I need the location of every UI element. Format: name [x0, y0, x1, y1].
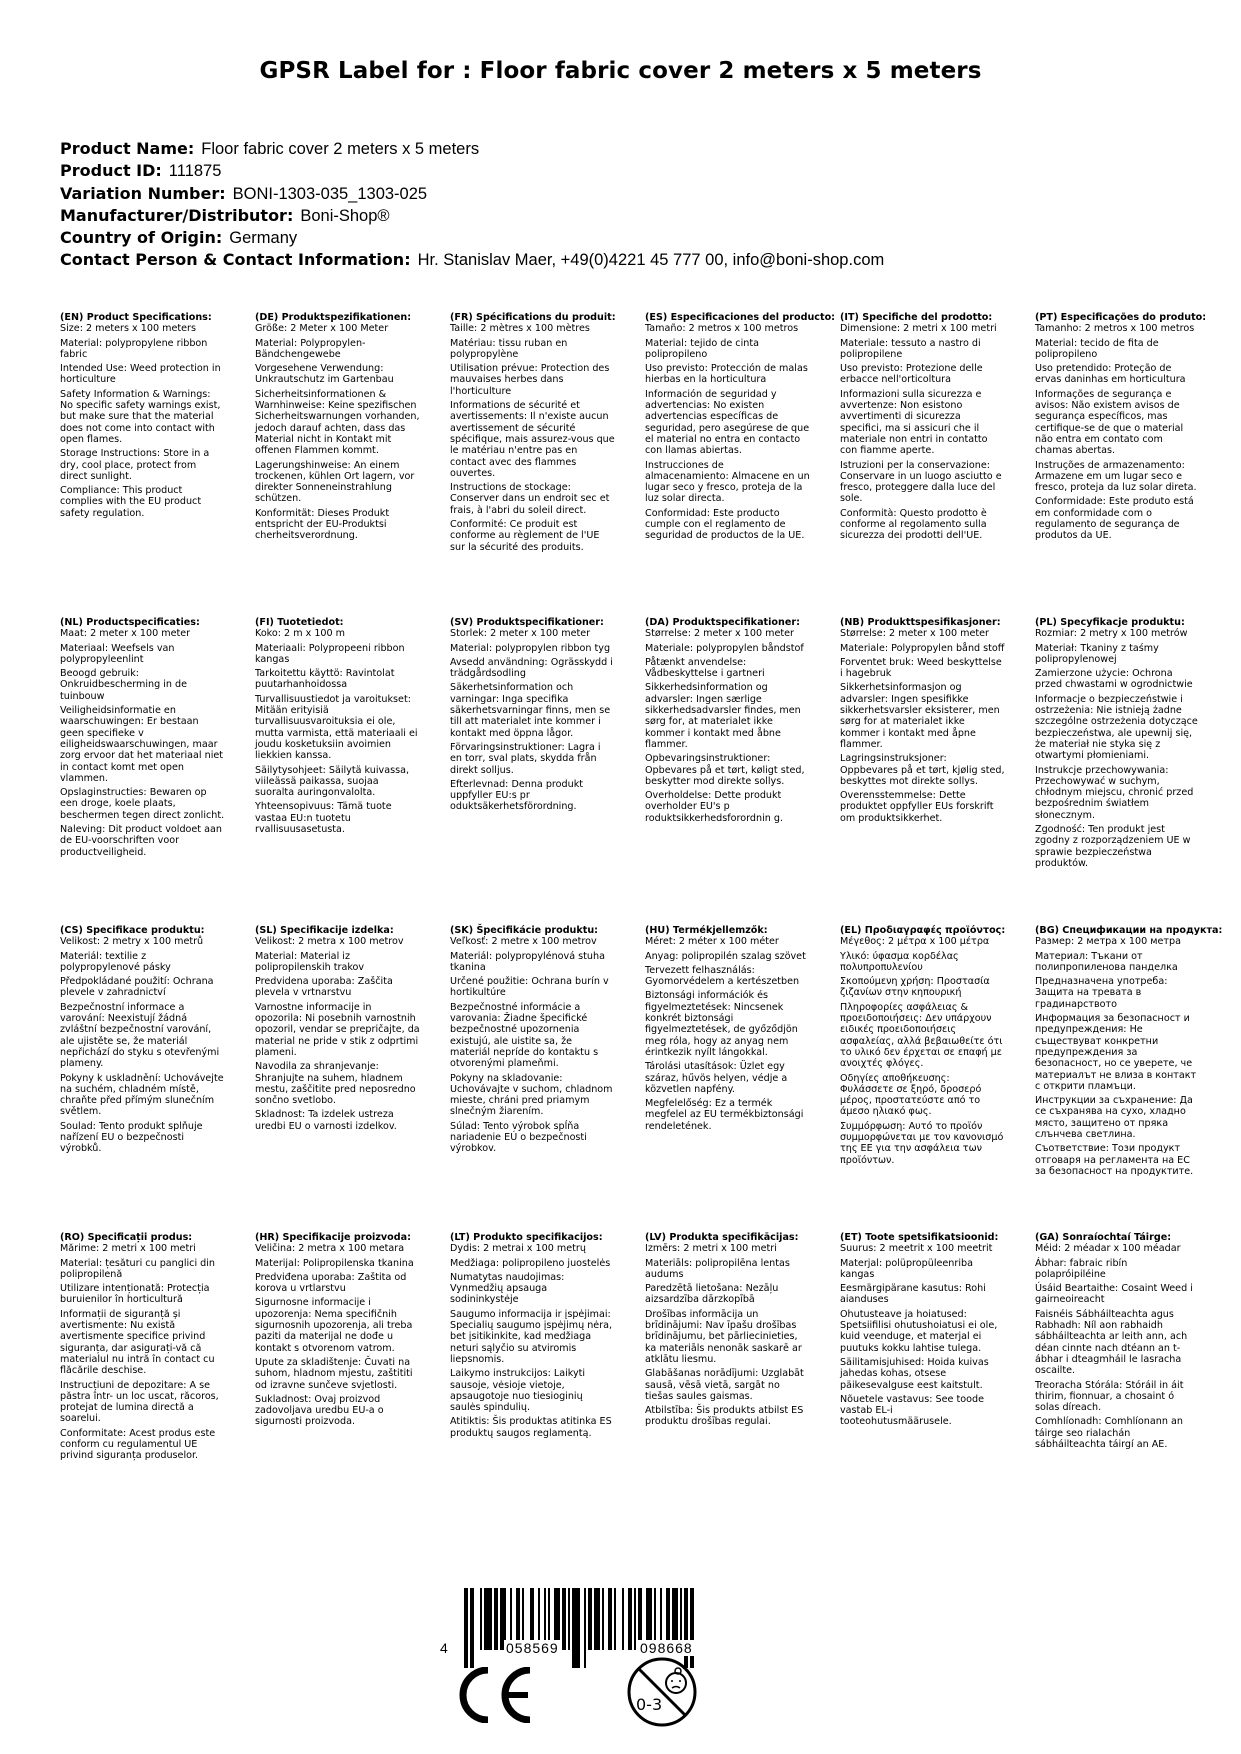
spec-line: Instruções de armazenamento: Armazene em um lugar seco e fresco, proteja da luz solar direta.	[1035, 459, 1197, 494]
spec-line: Safety Information & Warnings: No specific safety warnings exist, but make sure that the material does not come into contact with open flames.	[60, 388, 221, 445]
spec-line: Overholdelse: Dette produkt overholder EU's p roduktsikkerhedsforordnin g.	[645, 790, 784, 824]
spec-line: Tamaño: 2 metros x 100 metros	[645, 323, 799, 335]
spec-line: Material: polypropylen ribbon tyg	[450, 642, 611, 654]
spec-line: Veličina: 2 metra x 100 metara	[255, 1243, 405, 1255]
spec-line: Σκοπούμενη χρήση: Προστασία ζιζανίων στην κηπουρική	[840, 976, 990, 999]
spec-line: Paredzētā lietošana: Nezāļu aizsardzība dārzkopībā	[645, 1283, 779, 1306]
spec-line: Predviđena uporaba: Zaštita od korova u vrtlarstvu	[255, 1271, 407, 1295]
spec-block-pt	[1035, 312, 1207, 545]
spec-line: Materijal: Polipropilenska tkanina	[255, 1257, 414, 1269]
spec-line: Οδηγίες αποθήκευσης: Φυλάσσετε σε ξηρό, δροσερό μέρος, προστατεύστε από το άμεσο ηλιακό φως.	[840, 1072, 982, 1118]
spec-block-fi	[255, 617, 420, 838]
spec-line: Material: Polypropylen-Bändchengewebe	[255, 337, 366, 360]
spec-heading: (EN) Product Specifications:	[60, 312, 212, 323]
spec-line: Säilitamisjuhised: Hoida kuivas jahedas kohas, otsese päikesevalguse eest kaitstult.	[840, 1356, 989, 1391]
spec-heading: (LV) Produkta specifikācijas:	[645, 1232, 799, 1243]
info-value: BONI-1303-035_1303-025	[232, 184, 428, 203]
spec-line: Méid: 2 méadar x 100 méadar	[1035, 1243, 1181, 1255]
spec-line: Bezpečnostní informace a varování: Neexistují žádná zvláštní bezpečnostní varování, ale ujistěte se, že materiál nepřichází do styku s otevřenými plameny.	[60, 1001, 220, 1070]
spec-line: Material: polypropylene ribbon fabric	[60, 337, 208, 360]
spec-line: Určené použitie: Ochrana burín v hortikultúre	[450, 976, 609, 999]
spec-line: Instrucciones de almacenamiento: Almacene en un lugar seco y fresco, proteja de la luz solar directa.	[645, 459, 810, 505]
spec-line: Συμμόρφωση: Αυτό το προϊόν συμμορφώνεται με τον κανονισμό της ΕΕ για την ασφάλεια των προϊόντων.	[840, 1120, 1004, 1166]
spec-heading: (RO) Specificații produs:	[60, 1232, 193, 1243]
spec-block-ga	[1035, 1232, 1200, 1453]
spec-line: Sikkerhedsinformation og advarsler: Ingen særlige sikkerhedsadvarsler findes, men sørg for, at materialet ikke kommer i kontakt med åbne flammer.	[645, 682, 801, 750]
info-value: Boni-Shop®	[300, 206, 390, 225]
spec-line: Comhlíonadh: Comhlíonann an táirge seo rialachán sábháilteachta táirgí an AE.	[1035, 1416, 1183, 1451]
spec-line: Intended Use: Weed protection in horticulture	[60, 363, 221, 386]
spec-line: Υλικό: ύφασμα κορδέλας πολυπροπυλενίου	[840, 950, 959, 973]
spec-line: Velikost: 2 metra x 100 metrov	[255, 936, 404, 948]
spec-block-lt	[450, 1232, 615, 1442]
spec-line: Material: Material iz polipropilenskih trakov	[255, 950, 365, 973]
spec-heading: (ET) Toote spetsifikatsioonid:	[840, 1232, 999, 1243]
spec-line: Инструкции за съхранение: Да се съхранява на сухо, хладно място, защитено от пряка слънчева светлина.	[1035, 1095, 1193, 1141]
spec-line: Ábhar: fabraic ribín polapróipiléine	[1035, 1257, 1128, 1280]
spec-line: Veiligheidsinformatie en waarschuwingen: Er bestaan geen specifieke v eiligheidswaarschuwingen, maar zorg ervoor dat het materiaal niet in contact komt met open vlammen.	[60, 705, 224, 784]
spec-block-de	[255, 312, 420, 545]
spec-line: Säilytysohjeet: Säilytä kuivassa, viileässä paikassa, suojaa suoralta auringonvalolta.	[255, 764, 410, 799]
spec-line: Dimensione: 2 metri x 100 metri	[840, 323, 997, 335]
info-key: Product ID:	[60, 161, 162, 181]
spec-block-sl	[255, 925, 420, 1135]
spec-line: Tarkoitettu käyttö: Ravintolat puutarhanhoidossa	[255, 668, 395, 691]
spec-line: Tamanho: 2 metros x 100 metros	[1035, 323, 1195, 335]
spec-line: Material: tecido de fita de polipropileno	[1035, 337, 1159, 360]
barcode-digits-group2: 098668	[640, 1640, 693, 1656]
spec-block-en	[60, 312, 225, 522]
spec-line: Uso previsto: Protección de malas hierbas en la horticultura	[645, 363, 808, 386]
spec-line: Material: tejido de cinta polipropileno	[645, 337, 759, 360]
spec-heading: (EL) Προδιαγραφές προϊόντος:	[840, 925, 1006, 936]
spec-line: Pokyny na skladovanie: Uchovávajte v suchom, chladnom mieste, chráni pred priamym slnečným žiarením.	[450, 1072, 613, 1118]
product-info	[60, 138, 884, 272]
product-id-row	[60, 160, 884, 182]
spec-block-bg	[1035, 925, 1223, 1180]
spec-line: Materiale: polypropylen båndstof	[645, 642, 804, 654]
spec-line: Sigurnosne informacije i upozorenja: Nema specifičnih sigurnosnih upozorenja, ali treba paziti da materijal ne dođe u kontakt s otvorenom vatrom.	[255, 1297, 413, 1354]
spec-line: Lagringsinstruksjoner: Oppbevares på et tørt, kjølig sted, beskyttes mot direkte sollys.	[840, 753, 1005, 787]
spec-line: Numatytas naudojimas: Vynmedžių apsauga sodininkystėje	[450, 1271, 565, 1306]
spec-line: Πληροφορίες ασφάλειας & προειδοποιήσεις: Δεν υπάρχουν ειδικές προειδοποιήσεις ασφαλείας, αλλά βεβαιωθείτε ότι το υλικό δεν έρχεται σε επαφή με ανοιχτές φλόγες.	[840, 1001, 1003, 1070]
spec-block-el	[840, 925, 1005, 1169]
country-of-origin-row	[60, 227, 884, 249]
spec-line: Rozmiar: 2 metry x 100 metrów	[1035, 628, 1188, 640]
spec-line: Materiaal: Weefsels van polypropyleenlint	[60, 642, 175, 665]
spec-line: Nõuetele vastavus: See toode vastab EL-i tooteohutusmäärusele.	[840, 1393, 984, 1428]
spec-line: Maat: 2 meter x 100 meter	[60, 628, 191, 640]
variation-number-row	[60, 183, 884, 205]
spec-line: Größe: 2 Meter x 100 Meter	[255, 323, 389, 335]
spec-heading: (LT) Produkto specifikacijos:	[450, 1232, 603, 1243]
spec-block-hr	[255, 1232, 420, 1431]
spec-line: Atbilstība: Šis produkts atbilst ES produktu drošības regulai.	[645, 1405, 804, 1428]
spec-block-sv	[450, 617, 615, 816]
spec-line: Materiál: textilie z polypropylenové pásky	[60, 950, 171, 973]
spec-line: Storage Instructions: Store in a dry, cool place, protect from direct sunlight.	[60, 448, 210, 482]
spec-line: Ohutusteave ja hoiatused: Spetsiifilisi ohutushoiatusi ei ole, kuid veenduge, et materjal ei puutuks kokku lahtise tulega.	[840, 1308, 998, 1354]
spec-line: Informații de siguranță și avertismente: Nu există avertismente specifice privind siguranța, dar asigurați-vă că materialul nu intră în contact cu flăcările deschise.	[60, 1308, 215, 1377]
spec-heading: (DA) Produktspecifikationer:	[645, 617, 800, 628]
spec-heading: (NB) Produkttspesifikasjoner:	[840, 617, 1001, 628]
spec-heading: (HR) Specifikacije proizvoda:	[255, 1232, 411, 1243]
spec-line: Materiale: Polypropylen bånd stoff	[840, 642, 1005, 654]
spec-block-pl	[1035, 617, 1200, 872]
info-value: Hr. Stanislav Maer, +49(0)4221 45 777 00, info@boni-shop.com	[417, 251, 885, 270]
spec-line: Vorgesehene Verwendung: Unkrautschutz im Gartenbau	[255, 363, 394, 386]
spec-line: Konformität: Dieses Produkt entspricht der EU-Produktsi cherheitsverordnung.	[255, 507, 390, 542]
spec-line: Compliance: This product complies with the EU product safety regulation.	[60, 485, 202, 519]
spec-block-sk	[450, 925, 615, 1158]
spec-line: Materiał: Tkaniny z taśmy polipropylenowej	[1035, 642, 1159, 665]
spec-line: Säkerhetsinformation och varningar: Inga specifika säkerhetsvarningar finns, men se till att materialet inte kommer i kontakt med öppna lågor.	[450, 682, 611, 739]
contact-row	[60, 249, 884, 271]
spec-line: Tervezett felhasználás: Gyomorvédelem a kertészetben	[645, 964, 800, 988]
spec-line: Faisnéis Sábháilteachta agus Rabhadh: Níl aon rabhaidh sábháilteachta ar leith ann, ach déan cinnte nach dtéann an t-ábhar i dteagmháil le lasracha oscailte.	[1035, 1308, 1188, 1377]
spec-line: Anyag: polipropilén szalag szövet	[645, 950, 806, 962]
spec-line: Informacje o bezpieczeństwie i ostrzeżenia: Nie istnieją żadne szczególne ostrzeżenia dotyczące bezpieczeństwa, ale upewnij się, że materiał nie styka się z otwartymi płomieniami.	[1035, 693, 1198, 762]
info-value: 111875	[168, 162, 222, 181]
spec-heading: (ES) Especificaciones del producto:	[645, 312, 836, 323]
spec-heading: (GA) Sonraíochtaí Táirge:	[1035, 1232, 1172, 1243]
barcode-digit-left: 4	[440, 1640, 448, 1656]
spec-line: Beoogd gebruik: Onkruidbescherming in de tuinbouw	[60, 668, 188, 702]
manufacturer-row	[60, 205, 884, 227]
spec-line: Sicherheitsinformationen & Warnhinweise: Keine spezifischen Sicherheitswarnungen vorhanden, jedoch darauf achten, dass das Material nicht in Kontakt mit offenen Flammen kommt.	[255, 388, 420, 457]
info-value: Floor fabric cover 2 meters x 5 meters	[201, 140, 480, 158]
spec-line: Instrucțiuni de depozitare: A se păstra într- un loc uscat, răcoros, protejat de lumina directă a soarelui.	[60, 1379, 219, 1425]
age-range-label: 0-3	[636, 1695, 663, 1714]
spec-line: Taille: 2 mètres x 100 mètres	[450, 323, 590, 335]
spec-line: Lagerungshinweise: An einem trockenen, kühlen Ort lagern, vor direkter Sonneneinstrahlung schützen.	[255, 459, 415, 505]
spec-line: Úsáid Beartaithe: Cosaint Weed i gairneoireacht	[1035, 1283, 1193, 1306]
spec-block-nl	[60, 617, 225, 861]
spec-line: Conformité: Ce produit est conforme au règlement de l'UE sur la sécurité des produits.	[450, 519, 600, 553]
spec-line: Uso previsto: Protezione delle erbacce nell'orticoltura	[840, 363, 983, 386]
spec-line: Laikymo instrukcijos: Laikyti sausoje, vėsioje vietoje, apsaugotoje nuo tiesioginių saulės spindulių.	[450, 1368, 586, 1414]
spec-line: Předpokládané použití: Ochrana plevele v zahradnictví	[60, 976, 214, 999]
spec-line: Размер: 2 метра x 100 метра	[1035, 936, 1181, 948]
spec-line: Bezpečnostné informácie a varovania: Žiadne špecifické bezpečnostné upozornenia existujú, ale uistite sa, že materiál nepríde do kontaktu s otvorenými plameňmi.	[450, 1001, 599, 1070]
spec-block-da	[645, 617, 810, 827]
spec-heading: (HU) Termékjellemzők:	[645, 925, 768, 936]
spec-block-es	[645, 312, 836, 545]
spec-line: Materjal: polüpropüleenriba kangas	[840, 1257, 973, 1280]
spec-line: Materiāls: polipropilēna lentas audums	[645, 1257, 790, 1280]
spec-line: Navodila za shranjevanje: Shranjujte na suhem, hladnem mestu, zaščitite pred neposredno sončno svetlobo.	[255, 1061, 416, 1107]
spec-line: Soulad: Tento produkt splňuje nařízení EU o bezpečnosti výrobků.	[60, 1120, 203, 1155]
spec-line: Utilisation prévue: Protection des mauvaises herbes dans l'horticulture	[450, 363, 610, 397]
spec-line: Sukladnost: Ovaj proizvod zadovoljava uredbu EU-a o sigurnosti proizvoda.	[255, 1393, 384, 1428]
spec-block-hu	[645, 925, 810, 1135]
spec-line: Naleving: Dit product voldoet aan de EU-voorschriften voor productveiligheid.	[60, 824, 222, 858]
spec-line: Varnostne informacije in opozorila: Ni posebnih varnostnih opozoril, vendar se prepričajte, da material ne pride v stik z odprtimi plameni.	[255, 1001, 420, 1058]
spec-line: Opslaginstructies: Bewaren op een droge, koele plaats, beschermen tegen direct zonlicht.	[60, 787, 225, 821]
spec-heading: (FI) Tuotetiedot:	[255, 617, 344, 628]
info-key: Variation Number:	[60, 183, 226, 203]
spec-line: Informations de sécurité et avertissements: Il n'existe aucun avertissement de sécurité spécifique, mais assurez-vous que le matériau n'entre pas en contact avec des flammes ouvertes.	[450, 400, 615, 479]
spec-line: Saugumo informacija ir įspėjimai: Specialių saugumo įspėjimų nėra, bet įsitikinkite, kad medžiaga neturi sąlyčio su atviromis liepsnomis.	[450, 1308, 613, 1365]
spec-line: Efterlevnad: Denna produkt uppfyller EU:s pr oduktsäkerhetsförordning.	[450, 778, 584, 813]
info-key: Manufacturer/Distributor:	[60, 205, 294, 225]
spec-line: Informações de segurança e avisos: Não existem avisos de segurança específicos, mas certifique-se de que o material não entra em contato com chamas abertas.	[1035, 388, 1184, 457]
spec-line: Storlek: 2 meter x 100 meter	[450, 628, 591, 640]
spec-line: Suurus: 2 meetrit x 100 meetrit	[840, 1243, 993, 1255]
spec-line: Materiale: tessuto a nastro di polipropilene	[840, 337, 981, 360]
spec-line: Zamierzone użycie: Ochrona przed chwastami w ogrodnictwie	[1035, 668, 1193, 691]
spec-line: Instructions de stockage: Conserver dans un endroit sec et frais, à l'abri du soleil direct.	[450, 482, 610, 516]
spec-heading: (SL) Specifikacije izdelka:	[255, 925, 394, 936]
spec-line: Dydis: 2 metrai x 100 metrų	[450, 1243, 586, 1255]
spec-line: Turvallisuustiedot ja varoitukset: Mitään erityisiä turvallisuusvaroituksia ei ole, mutta varmista, että materiaali ei joudu kosketuksiin avoimien liekkien kanssa.	[255, 693, 418, 762]
spec-heading: (CS) Specifikace produktu:	[60, 925, 205, 936]
spec-heading: (PT) Especificações do produto:	[1035, 312, 1207, 323]
spec-line: Conformità: Questo prodotto è conforme al regolamento sulla sicurezza dei prodotti dell'UE.	[840, 507, 987, 542]
info-key: Contact Person & Contact Information:	[60, 250, 411, 270]
spec-block-it	[840, 312, 1005, 545]
spec-line: Förvaringsinstruktioner: Lagra i en torr, sval plats, skydda från direkt solljus.	[450, 741, 601, 776]
spec-line: Size: 2 meters x 100 meters	[60, 323, 196, 335]
barcode-digits-group1: 058569	[506, 1640, 559, 1656]
product-name-row	[60, 138, 884, 160]
spec-heading: (BG) Спецификации на продукта:	[1035, 925, 1223, 936]
spec-heading: (PL) Specyfikacje produktu:	[1035, 617, 1185, 628]
page-title: GPSR Label for : Floor fabric cover 2 meters x 5 meters	[259, 58, 982, 84]
info-key: Product Name:	[60, 139, 195, 158]
spec-line: Medžiaga: polipropileno juostelės	[450, 1257, 611, 1269]
spec-line: Megfelelőség: Ez a termék megfelel az EU termékbiztonsági rendeletének.	[645, 1098, 804, 1132]
spec-line: Størrelse: 2 meter x 100 meter	[645, 628, 794, 640]
spec-heading: (DE) Produktspezifikationen:	[255, 312, 412, 323]
spec-line: Upute za skladištenje: Čuvati na suhom, hladnom mjestu, zaštititi od izravne sunčeve svjetlosti.	[255, 1356, 413, 1391]
spec-line: Veľkosť: 2 metre x 100 metrov	[450, 936, 597, 948]
spec-line: Avsedd användning: Ogrässkydd i trädgårdsodling	[450, 656, 613, 680]
spec-line: Velikost: 2 metry x 100 metrů	[60, 936, 204, 948]
ce-mark-icon	[452, 1667, 534, 1723]
spec-line: Istruzioni per la conservazione: Conservare in un luogo asciutto e fresco, proteggere dalla luce del sole.	[840, 459, 1002, 505]
spec-line: Предназначена употреба: Защита на тревата в градинарството	[1035, 976, 1168, 1010]
spec-block-ro	[60, 1232, 225, 1465]
spec-line: Izmērs: 2 metri x 100 metri	[645, 1243, 777, 1255]
spec-line: Størrelse: 2 meter x 100 meter	[840, 628, 989, 640]
spec-heading: (SK) Špecifikácie produktu:	[450, 925, 599, 936]
spec-line: Eesmärgipärane kasutus: Rohi aianduses	[840, 1283, 986, 1306]
spec-line: Predvidena uporaba: Zaščita plevela v vrtnarstvu	[255, 976, 393, 999]
spec-line: Tárolási utasítások: Üzlet egy száraz, hűvös helyen, védje a közvetlen napfény.	[645, 1061, 788, 1095]
not-for-children-0-3-icon	[626, 1656, 698, 1728]
spec-line: Drošības informācija un brīdinājumi: Nav īpašu drošības brīdinājumu, bet pārliecinieties, ka materiāls nenonāk saskarē ar atklātu liesmu.	[645, 1308, 802, 1365]
spec-block-cs	[60, 925, 225, 1158]
spec-line: Material: țesături cu panglici din polipropilenă	[60, 1257, 215, 1280]
spec-block-fr	[450, 312, 615, 556]
spec-line: Glabāšanas norādījumi: Uzglabāt sausā, vēsā vietā, sargāt no tiešas saules gaismas.	[645, 1368, 804, 1402]
spec-block-et	[840, 1232, 1005, 1431]
info-value: Germany	[229, 229, 298, 248]
spec-heading: (IT) Specifiche del prodotto:	[840, 312, 993, 323]
spec-line: Materiaali: Polypropeeni ribbon kangas	[255, 642, 405, 665]
spec-line: Conformitate: Acest produs este conform cu regulamentul UE privind siguranța produselor.	[60, 1427, 216, 1462]
spec-line: Instrukcje przechowywania: Przechowywać w suchym, chłodnym miejscu, chronić przed bezpośrednim światłem słonecznym.	[1035, 764, 1194, 821]
spec-line: Informazioni sulla sicurezza e avvertenze: Non esistono avvertimenti di sicurezza specifici, ma si assicuri che il materiale non entri in contatto con fiamme aperte.	[840, 388, 988, 457]
spec-line: Treoracha Stórála: Stóráil in áit thirim, fionnuar, a chosaint ó solas díreach.	[1035, 1379, 1184, 1414]
info-key: Country of Origin:	[60, 228, 223, 248]
spec-line: Utilizare intenționată: Protecția buruienilor în horticultură	[60, 1283, 210, 1306]
spec-line: Overensstemmelse: Dette produktet oppfyller EUs forskrift om produktsikkerhet.	[840, 790, 994, 824]
spec-line: Съответствие: Този продукт отговаря на регламента на ЕС за безопасност на продуктите.	[1035, 1143, 1194, 1177]
spec-block-lv	[645, 1232, 810, 1431]
spec-line: Koko: 2 m x 100 m	[255, 628, 346, 640]
spec-heading: (FR) Spécifications du produit:	[450, 312, 616, 323]
spec-line: Opbevaringsinstruktioner: Opbevares på et tørt, køligt sted, beskytter mod direkte sollys.	[645, 753, 805, 787]
spec-line: Conformidad: Este producto cumple con el reglamento de seguridad de productos de la UE.	[645, 507, 805, 542]
spec-line: Zgodność: Ten produkt jest zgodny z rozporządzeniem UE w sprawie bezpieczeństwa produktów.	[1035, 824, 1191, 869]
spec-line: Pokyny k uskladnění: Uchovávejte na suchém, chladném místě, chraňte před přímým slunečním světlem.	[60, 1072, 224, 1118]
spec-block-nb	[840, 617, 1005, 827]
spec-line: Skladnost: Ta izdelek ustreza uredbi EU o varnosti izdelkov.	[255, 1109, 397, 1132]
spec-line: Biztonsági információk és figyelmeztetések: Nincsenek konkrét biztonsági figyelmeztetések, de győződjön meg róla, hogy az anyag nem érintkezik nyílt lángokkal.	[645, 990, 798, 1058]
spec-line: Uso pretendido: Proteção de ervas daninhas em horticultura	[1035, 363, 1186, 386]
spec-line: Påtænkt anvendelse: Vådbeskyttelse i gartneri	[645, 656, 765, 680]
spec-line: Sikkerhetsinformasjon og advarsler: Ingen spesifikke sikkerhetsvarsler eksisterer, men sørg for at materialet ikke kommer i kontakt med åpne flammer.	[840, 682, 1000, 750]
spec-line: Yhteensopivuus: Tämä tuote vastaa EU:n tuotetu rvallisuusasetusta.	[255, 801, 392, 836]
spec-heading: (SV) Produktspecifikationer:	[450, 617, 604, 628]
spec-line: Atitiktis: Šis produktas atitinka ES produktų saugos reglamentą.	[450, 1416, 612, 1439]
spec-line: Matériau: tissu ruban en polypropylène	[450, 337, 568, 360]
spec-line: Materiál: polypropylénová stuha tkanina	[450, 950, 605, 973]
spec-heading: (NL) Productspecificaties:	[60, 617, 200, 628]
spec-line: Материал: Тъкани от полипропиленова панделка	[1035, 950, 1178, 973]
spec-line: Mărime: 2 metri x 100 metri	[60, 1243, 196, 1255]
spec-line: Μέγεθος: 2 μέτρα x 100 μέτρα	[840, 936, 990, 948]
spec-line: Информация за безопасност и предупреждения: Не съществуват конкретни предупреждения за безопасност, но се уверете, че материалът не влиза в контакт с открити пламъци.	[1035, 1013, 1197, 1092]
spec-line: Méret: 2 méter x 100 méter	[645, 936, 779, 948]
spec-line: Forventet bruk: Weed beskyttelse i hagebruk	[840, 656, 1002, 680]
spec-line: Información de seguridad y advertencias: No existen advertencias específicas de seguridad, pero asegúrese de que el material no entra en contacto con llamas abiertas.	[645, 388, 810, 457]
spec-line: Súlad: Tento výrobok spĺňa nariadenie EÚ o bezpečnosti výrobkov.	[450, 1120, 587, 1155]
spec-line: Conformidade: Este produto está em conformidade com o regulamento de segurança de produtos da UE.	[1035, 496, 1194, 542]
